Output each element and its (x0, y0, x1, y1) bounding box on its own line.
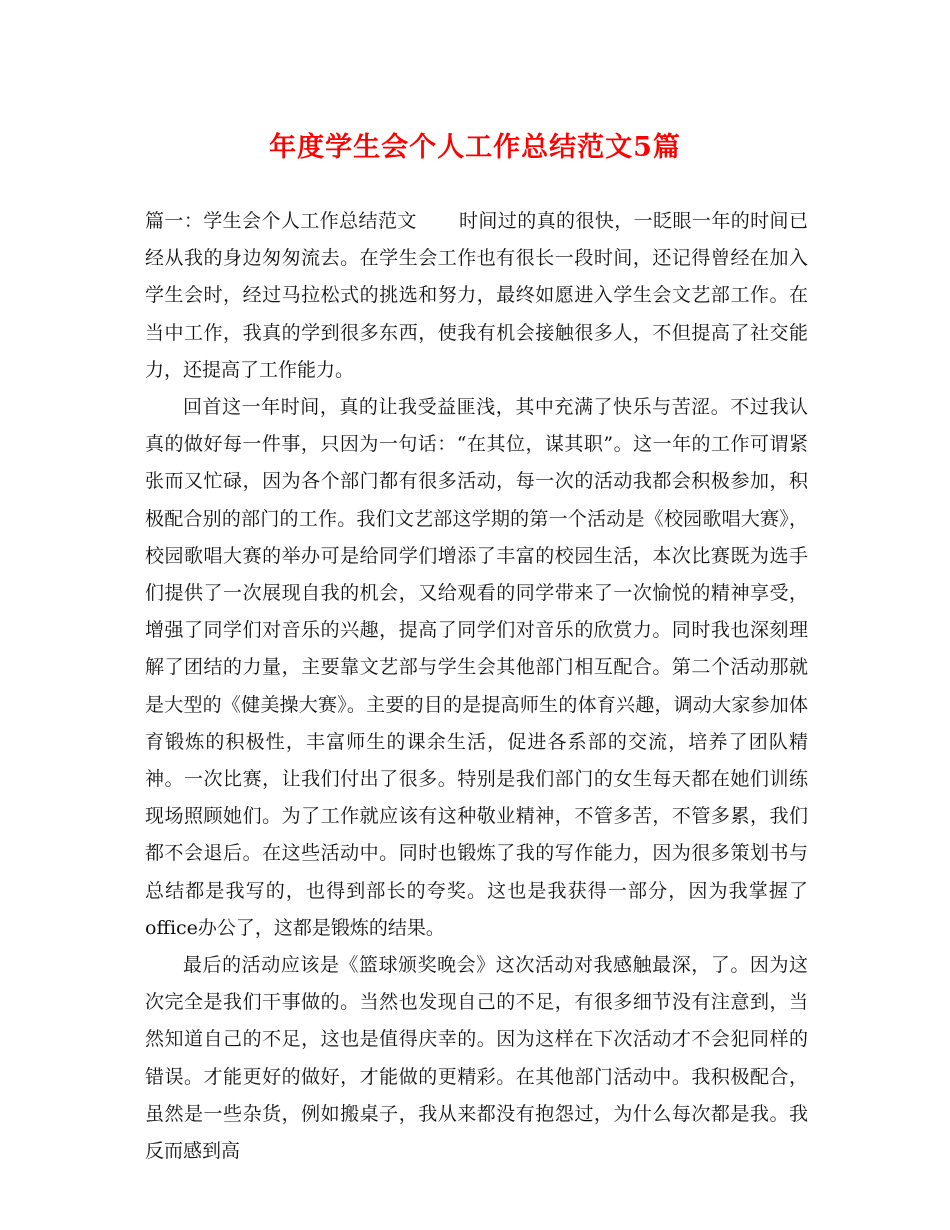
paragraph-3: 最后的活动应该是《篮球颁奖晚会》这次活动对我感触最深，了。因为这次完全是我们干事做的。当然也发现自己的不足，有很多细节没有注意到，当然知道自己的不足，这也是值得庆幸的。因为这样在下次活动才不会犯同样的错误。才能更好的做好，才能做的更精彩。在其他部门活动中。我积极配合，虽然是一些杂货，例如搬桌子，我从来都没有抱怨过，为什么每次都是我。我反而感到高 (145, 954, 808, 1163)
paragraph-1-text: 时间过的真的很快，一眨眼一年的时间已经从我的身边匆匆流去。在学生会工作也有很长一段时间，还记得曾经在加入学生会时，经过马拉松式的挑选和努力，最终如愿进入学生会文艺部工作。在当中工作，我真的学到很多东西，使我有机会接触很多人，不但提高了社交能力，还提高了工作能力。 (145, 210, 808, 381)
section-heading: 篇一：学生会个人工作总结范文 (145, 210, 417, 232)
document-title: 年度学生会个人工作总结范文5篇 (269, 132, 681, 163)
document-body (145, 203, 808, 1170)
paragraph-2: 回首这一年时间，真的让我受益匪浅，其中充满了快乐与苦涩。不过我认真的做好每一件事，只因为一句话：“在其位，谋其职”。这一年的工作可谓紧张而又忙碌，因为各个部门都有很多活动，每一次的活动我都会积极参加，积极配合别的部门的工作。我们文艺部这学期的第一个活动是《校园歌唱大赛》，校园歌唱大赛的举办可是给同学们增添了丰富的校园生活，本次比赛既为选手们提供了一次展现自我的机会，又给观看的同学带来了一次愉悦的精神享受，增强了同学们对音乐的兴趣，提高了同学们对音乐的欣赏力。同时我也深刻理解了团结的力量，主要靠文艺部与学生会其他部门相互配合。第二个活动那就是大型的《健美操大赛》。主要的目的是提高师生的体育兴趣，调动大家参加体育锻炼的积极性，丰富师生的课余生活，促进各系部的交流，培养了团队精神。一次比赛，让我们付出了很多。特别是我们部门的女生每天都在她们训练现场照顾她们。为了工作就应该有这种敬业精神，不管多苦，不管多累，我们都不会退后。在这些活动中。同时也锻炼了我的写作能力，因为很多策划书与总结都是我写的，也得到部长的夸奖。这也是我获得一部分，因为我掌握了office办公了，这都是锻炼的结果。 (145, 396, 808, 939)
paragraph-1 (145, 203, 808, 389)
